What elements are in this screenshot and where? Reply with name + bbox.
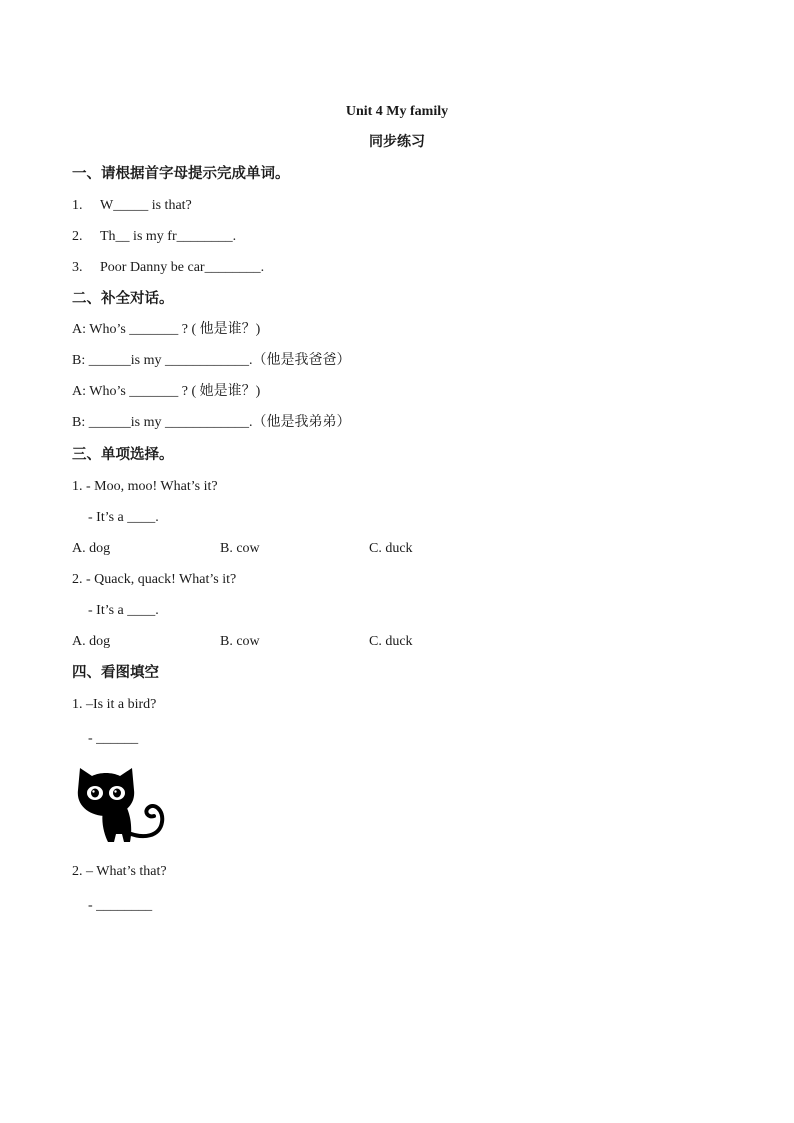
option-a: A. dog	[72, 634, 111, 649]
mc-options-2	[72, 632, 572, 652]
item-text: Th__ is my fr________.	[100, 229, 237, 244]
dialogue-line-2: B: ______is my ____________.（他是我爸爸）	[72, 353, 351, 368]
option-b: B. cow	[220, 541, 260, 556]
section1-heading: 一、请根据首字母提示完成单词。	[72, 166, 290, 182]
picture-answer-1: - ______	[88, 731, 139, 746]
section1-item-3	[72, 258, 264, 278]
item-number: 2.	[72, 229, 83, 244]
dialogue-line-1: A: Who’s _______ ? ( 他是谁？)	[72, 322, 261, 337]
section3-heading: 三、单项选择。	[72, 447, 174, 463]
option-c: C. duck	[369, 634, 413, 649]
mc-options-1	[72, 539, 572, 559]
option-a: A. dog	[72, 541, 111, 556]
dialogue-line-4: B: ______is my ____________.（他是我弟弟）	[72, 415, 351, 430]
mc-question-1: 1. - Moo, moo! What’s it?	[72, 479, 218, 494]
section4-heading: 四、看图填空	[72, 665, 159, 681]
section2-heading: 二、补全对话。	[72, 291, 174, 307]
section1-item-1	[72, 196, 192, 216]
mc-answer-1: - It’s a ____.	[88, 510, 159, 525]
item-number: 1.	[72, 198, 83, 213]
mc-question-2: 2. - Quack, quack! What’s it?	[72, 572, 237, 587]
item-text: W_____ is that?	[100, 198, 192, 213]
picture-answer-2: - ________	[88, 898, 153, 913]
picture-question-2: 2. – What’s that?	[72, 864, 167, 879]
mc-answer-2: - It’s a ____.	[88, 603, 159, 618]
item-number: 3.	[72, 260, 83, 275]
item-text: Poor Danny be car________.	[100, 260, 265, 275]
section1-item-2	[72, 227, 236, 247]
picture-question-1: 1. –Is it a bird?	[72, 697, 157, 712]
option-b: B. cow	[220, 634, 260, 649]
black-cat-icon	[74, 762, 170, 844]
page-title: Unit 4 My family	[345, 104, 449, 119]
option-c: C. duck	[369, 541, 413, 556]
dialogue-line-3: A: Who’s _______ ? ( 她是谁？)	[72, 384, 261, 399]
page-subtitle: 同步练习	[369, 135, 425, 150]
